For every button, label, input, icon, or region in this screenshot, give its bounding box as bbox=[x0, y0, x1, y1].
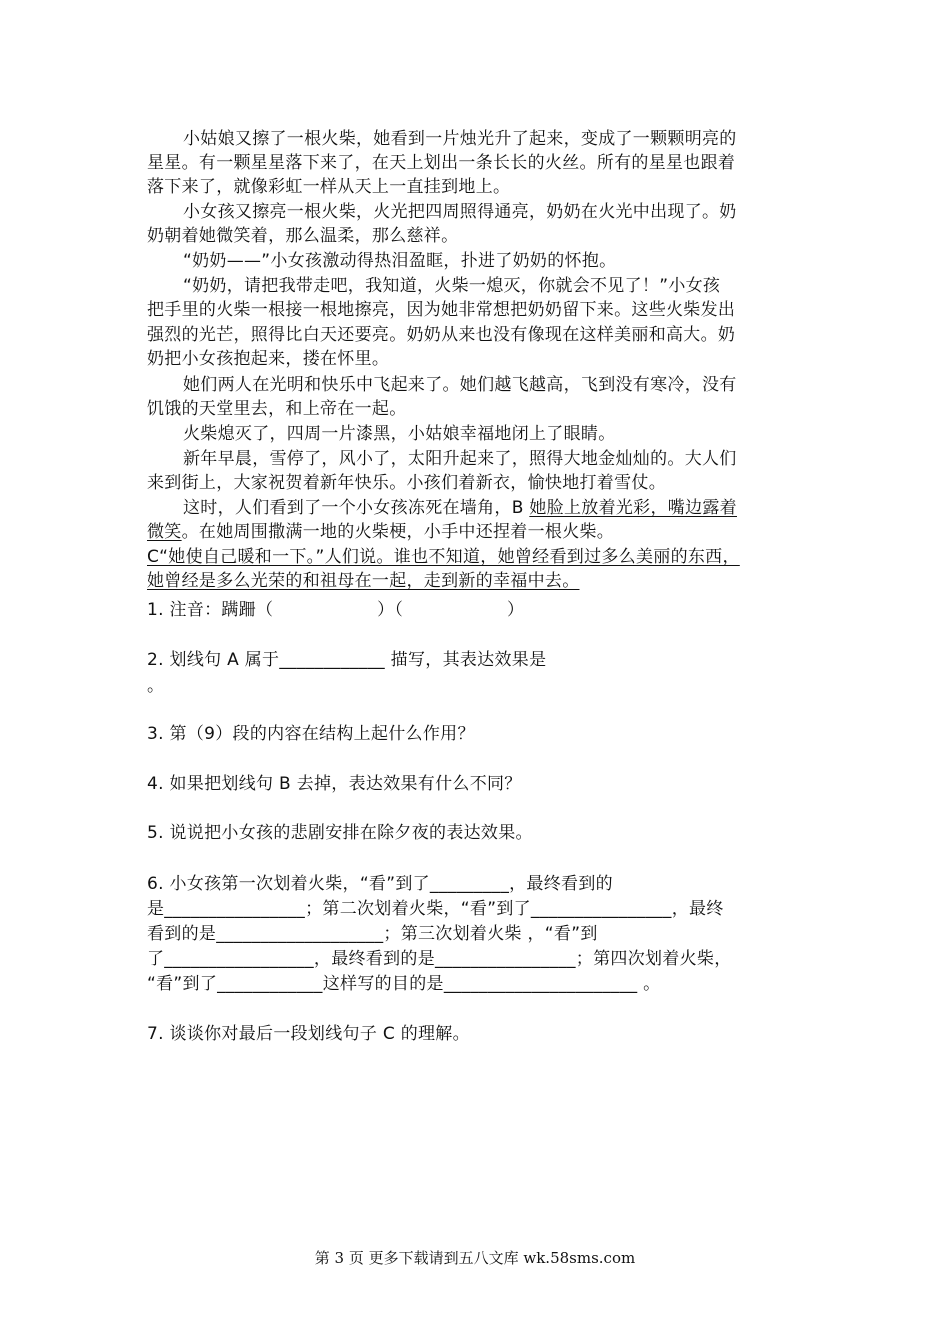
passage-line: 落下来了，就像彩虹一样从天上一直挂到地上。 bbox=[147, 177, 511, 197]
passage-line: 奶把小女孩抱起来，搂在怀里。 bbox=[147, 349, 390, 369]
passage-line: 小女孩又擦亮一根火柴，火光把四周照得通亮，奶奶在火光中出现了。奶 bbox=[183, 202, 737, 222]
question-3: 3. 第（9）段的内容在结构上起什么作用？ bbox=[147, 724, 475, 744]
passage-line: 小姑娘又擦了一根火柴，她看到一片烛光升了起来，变成了一颗颗明亮的 bbox=[183, 129, 737, 149]
passage-line: 新年早晨，雪停了，风小了，太阳升起来了，照得大地金灿灿的。大人们 bbox=[183, 449, 737, 469]
passage-line: 来到街上，大家祝贺着新年快乐。小孩们着新衣，愉快地打着雪仗。 bbox=[147, 473, 666, 493]
underlined-sentence-c: 她曾经是多么光荣的和祖母在一起，走到新的幸福中去。 bbox=[147, 571, 580, 591]
question-6-line: 了_________________，最终看到的是________________；第四次划着火柴， bbox=[147, 949, 732, 969]
question-6-line: 看到的是___________________；第三次划着火柴 ，“看”到 bbox=[147, 924, 598, 944]
question-4: 4. 如果把划线句 B 去掉，表达效果有什么不同？ bbox=[147, 774, 522, 794]
question-5: 5. 说说把小女孩的悲剧安排在除夕夜的表达效果。 bbox=[147, 823, 533, 843]
underlined-sentence-c: C“她使自己暖和一下。”人们说。谁也不知道，她曾经看到过多么美丽的东西， bbox=[147, 547, 740, 567]
question-1: 1. 注音：蹒跚（ ）（ ） bbox=[147, 600, 525, 620]
passage-line: 星星。有一颗星星落下来了，在天上划出一条长长的火丝。所有的星星也跟着 bbox=[147, 153, 736, 173]
question-6-line: 是________________；第二次划着火柴，“看”到了________________，最终 bbox=[147, 899, 724, 919]
question-2-end: 。 bbox=[147, 676, 165, 696]
passage-line: 饥饿的天堂里去，和上帝在一起。 bbox=[147, 399, 407, 419]
page-footer: 第 3 页 更多下载请到五八文库 wk.58sms.com bbox=[314, 1249, 636, 1267]
passage-line: 奶朝着她微笑着，那么温柔，那么慈祥。 bbox=[147, 226, 459, 246]
passage-line: 火柴熄灭了，四周一片漆黑，小姑娘幸福地闭上了眼睛。 bbox=[183, 424, 616, 444]
passage-line bbox=[183, 496, 737, 520]
passage-line: 她们两人在光明和快乐中飞起来了。她们越飞越高，飞到没有寒冷，没有 bbox=[183, 375, 737, 395]
question-6-line: “看”到了____________这样写的目的是______________________ 。 bbox=[147, 974, 661, 994]
question-6-line: 6. 小女孩第一次划着火柴，“看”到了_________，最终看到的 bbox=[147, 874, 613, 894]
passage-text: 这时，人们看到了一个小女孩冻死在墙角，B bbox=[183, 498, 530, 518]
underlined-sentence-b: 她脸上放着光彩，嘴边露着 bbox=[529, 498, 737, 518]
passage-line bbox=[147, 520, 614, 544]
question-7: 7. 谈谈你对最后一段划线句子 C 的理解。 bbox=[147, 1024, 470, 1044]
passage-line: “奶奶——”小女孩激动得热泪盈眶，扑进了奶奶的怀抱。 bbox=[183, 251, 617, 271]
underlined-sentence-b-end: 微笑 bbox=[147, 522, 182, 542]
passage-line: 把手里的火柴一根接一根地擦亮，因为她非常想把奶奶留下来。这些火柴发出 bbox=[147, 300, 736, 320]
passage-line: 强烈的光芒，照得比白天还要亮。奶奶从来也没有像现在这样美丽和高大。奶 bbox=[147, 325, 736, 345]
passage-line: “奶奶，请把我带走吧，我知道，火柴一熄灭，你就会不见了！”小女孩 bbox=[183, 276, 721, 296]
question-2: 2. 划线句 A 属于____________ 描写，其表达效果是 bbox=[147, 650, 547, 670]
passage-text: 。在她周围撒满一地的火柴梗，小手中还捏着一根火柴。 bbox=[181, 522, 615, 542]
